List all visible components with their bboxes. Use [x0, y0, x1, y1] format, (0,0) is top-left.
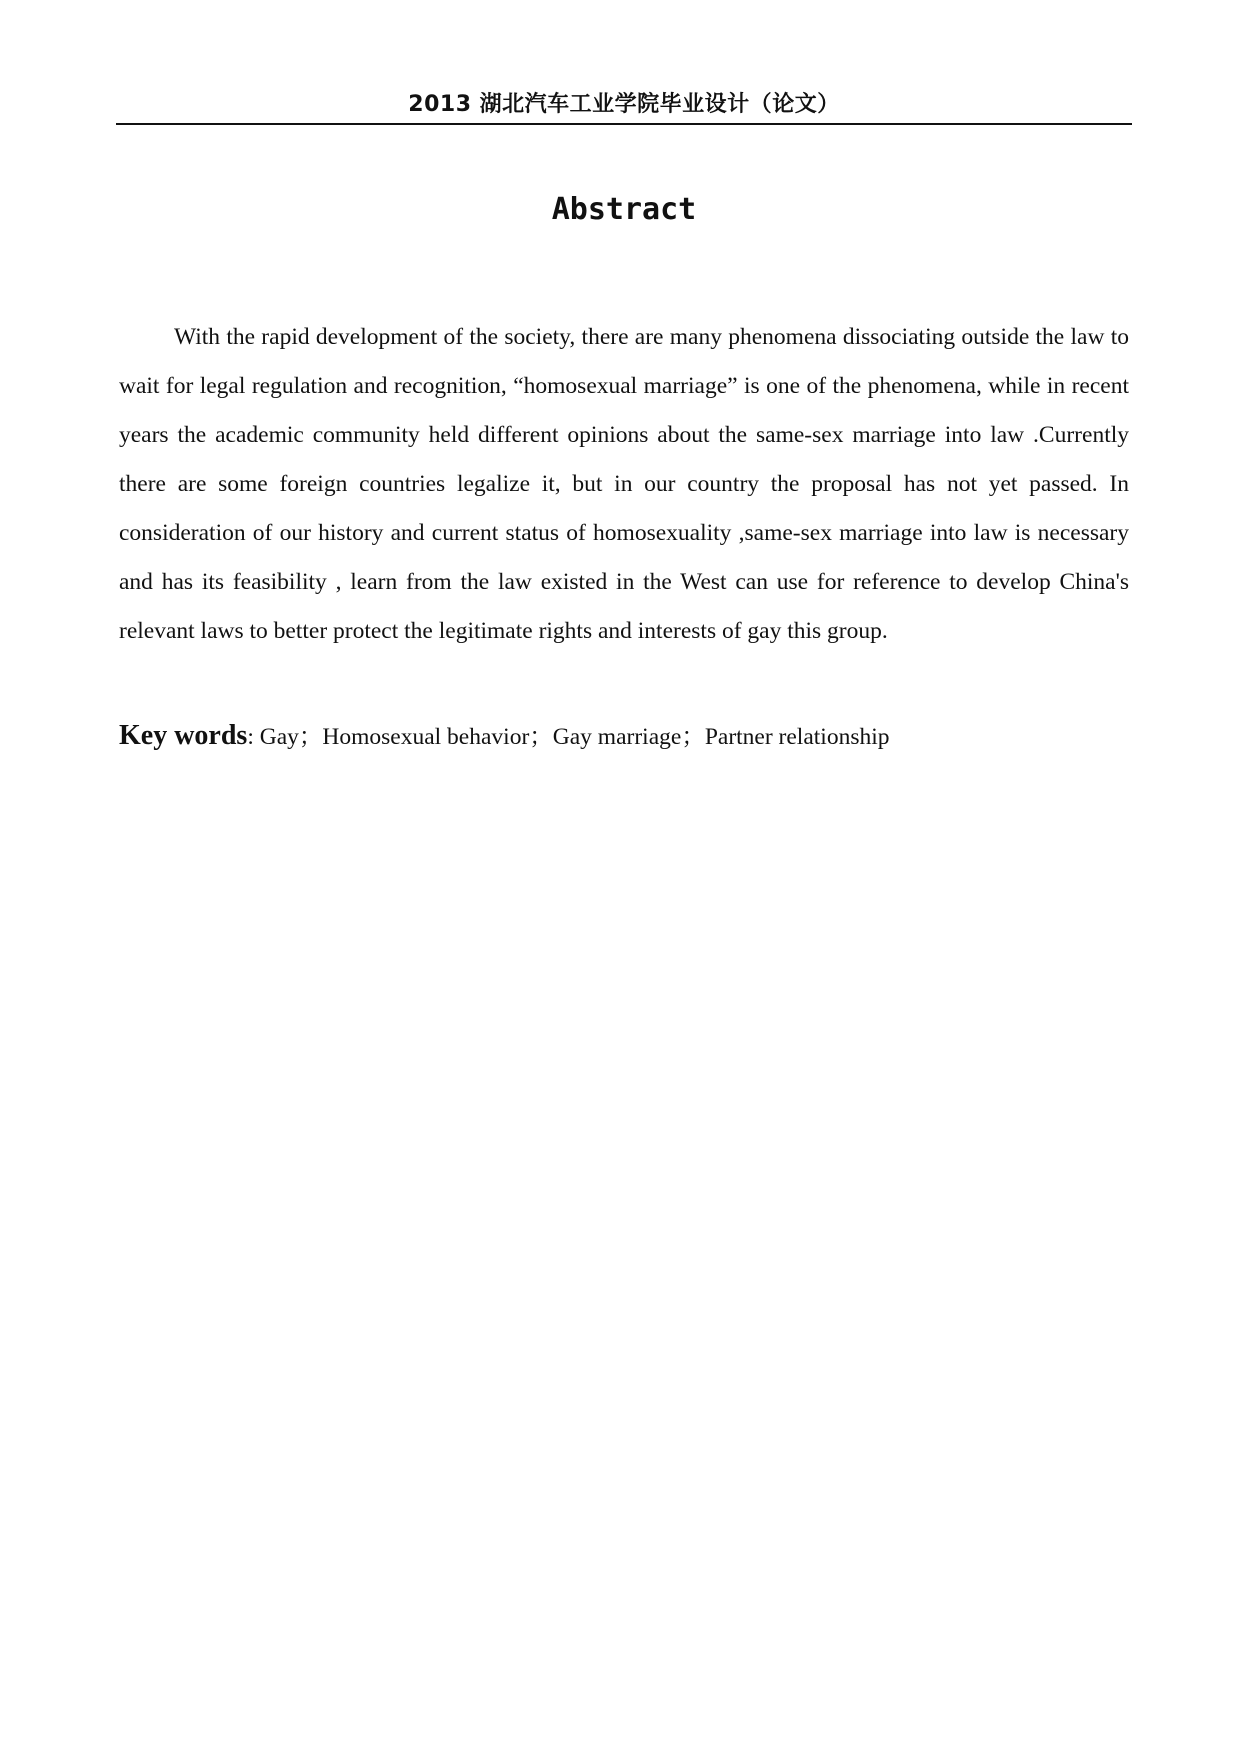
header-rule: [116, 123, 1132, 125]
keywords-line: [119, 714, 1129, 759]
keyword-separator: ；: [681, 724, 705, 750]
keyword-item: Gay marriage: [552, 724, 682, 750]
keyword-item: Homosexual behavior: [322, 724, 530, 750]
keyword-separator: ；: [298, 724, 323, 750]
running-header: 2013 湖北汽车工业学院毕业设计（论文）: [408, 92, 840, 117]
keyword-separator: ；: [529, 724, 553, 750]
keyword-item: Partner relationship: [704, 724, 890, 750]
keywords-colon: :: [247, 724, 260, 750]
keywords-label: Key words: [119, 720, 248, 751]
abstract-body: With the rapid development of the society, there are many phenomena dissociating outside the law to wait for legal regulation and recognition, “homosexual marriage” is one of the phenomena, while in recent years the academic community held different opinions about the same-sex marriage into law .Currently there are some foreign countries legalize it, but in our country the proposal has not yet passed. In consideration of our history and current status of homosexuality ,same-sex marriage into law is necessary and has its feasibility , learn from the law existed in the West can use for reference to develop China's relevant laws to better protect the legitimate rights and interests of gay this group.: [119, 324, 1129, 644]
keyword-item: Gay: [259, 724, 299, 750]
abstract-title: Abstract: [551, 192, 697, 227]
